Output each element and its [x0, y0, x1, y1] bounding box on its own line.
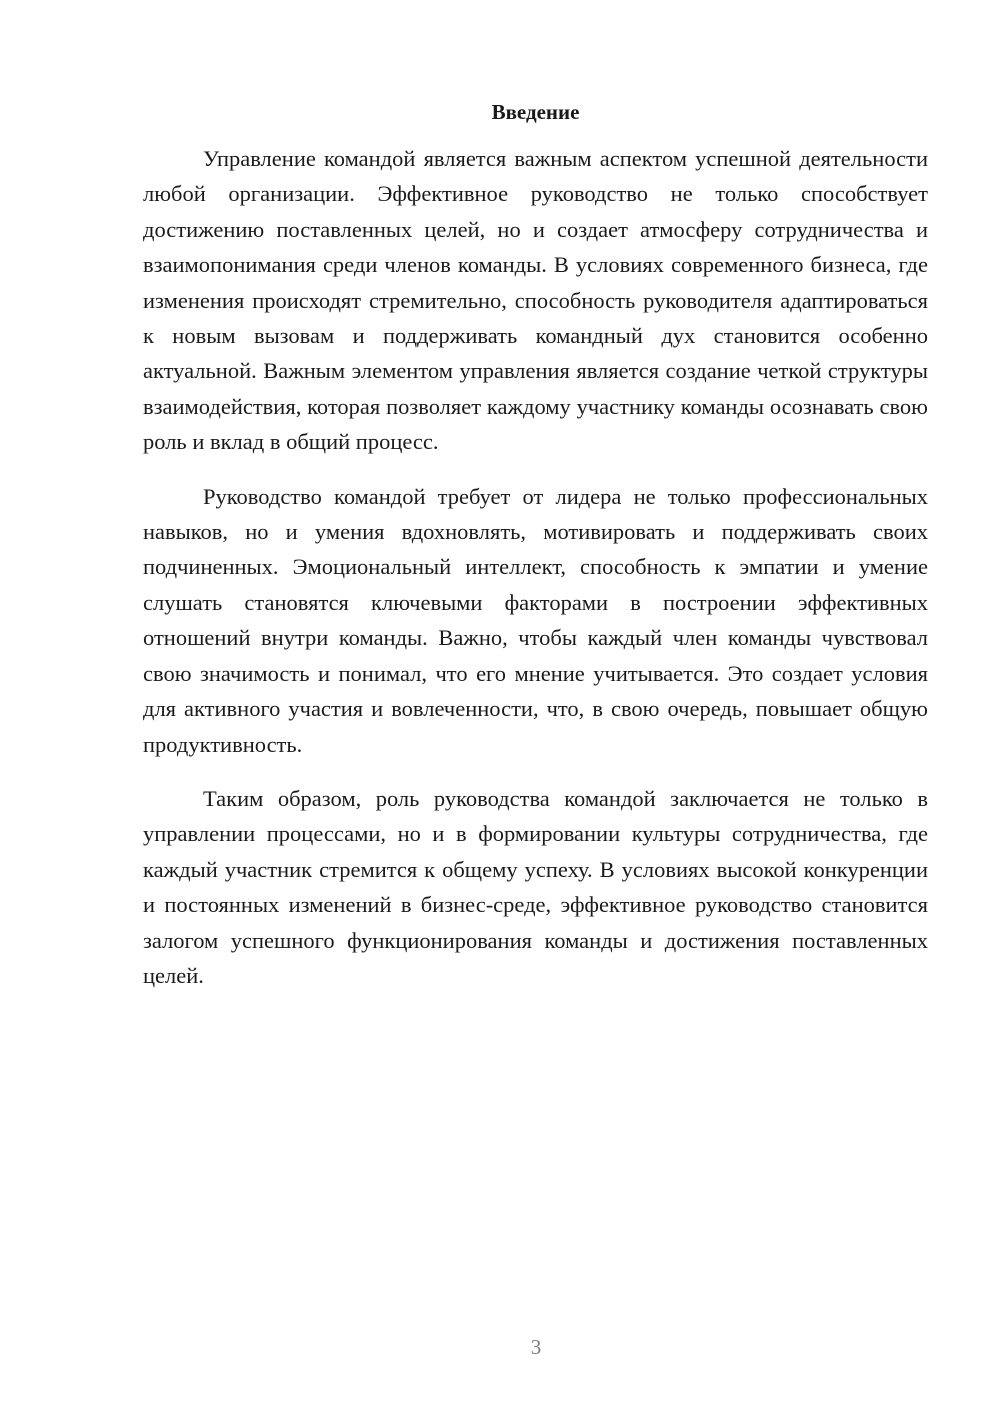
body-text	[143, 141, 928, 1012]
section-title: Введение	[491, 100, 580, 124]
paragraph-3: Таким образом, роль руководства командой заключается не только в управлении процессами, но и в формировании культуры сотрудничества, где каждый участник стремится к общему успеху. В условиях высокой конкуренции и постоянных изменений в бизнес-среде, эффективное руководство становится залогом успешного функционирования команды и достижения поставленных целей.	[143, 785, 928, 988]
page-number: 3	[530, 1335, 542, 1359]
paragraph-2: Руководство командой требует от лидера не только профессиональных навыков, но и умения вдохновлять, мотивировать и поддерживать своих подчиненных. Эмоциональный интеллект, способность к эмпатии и умение слушать становятся ключевыми факторами в построении эффективных отношений внутри команды. Важно, чтобы каждый член команды чувствовал свою значимость и понимал, что его мнение учитывается. Это создает условия для активного участия и вовлеченности, что, в свою очередь, повышает общую продуктивность.	[143, 483, 928, 757]
paragraph-1: Управление командой является важным аспектом успешной деятельности любой организации. Эффективное руководство не только способствует достижению поставленных целей, но и создает атмосферу сотрудничества и взаимопонимания среди членов команды. В условиях современного бизнеса, где изменения происходят стремительно, способность руководителя адаптироваться к новым вызовам и поддерживать командный дух становится особенно актуальной. Важным элементом управления является создание четкой структуры взаимодействия, которая позволяет каждому участнику команды осознавать свою роль и вклад в общий процесс.	[143, 146, 928, 455]
